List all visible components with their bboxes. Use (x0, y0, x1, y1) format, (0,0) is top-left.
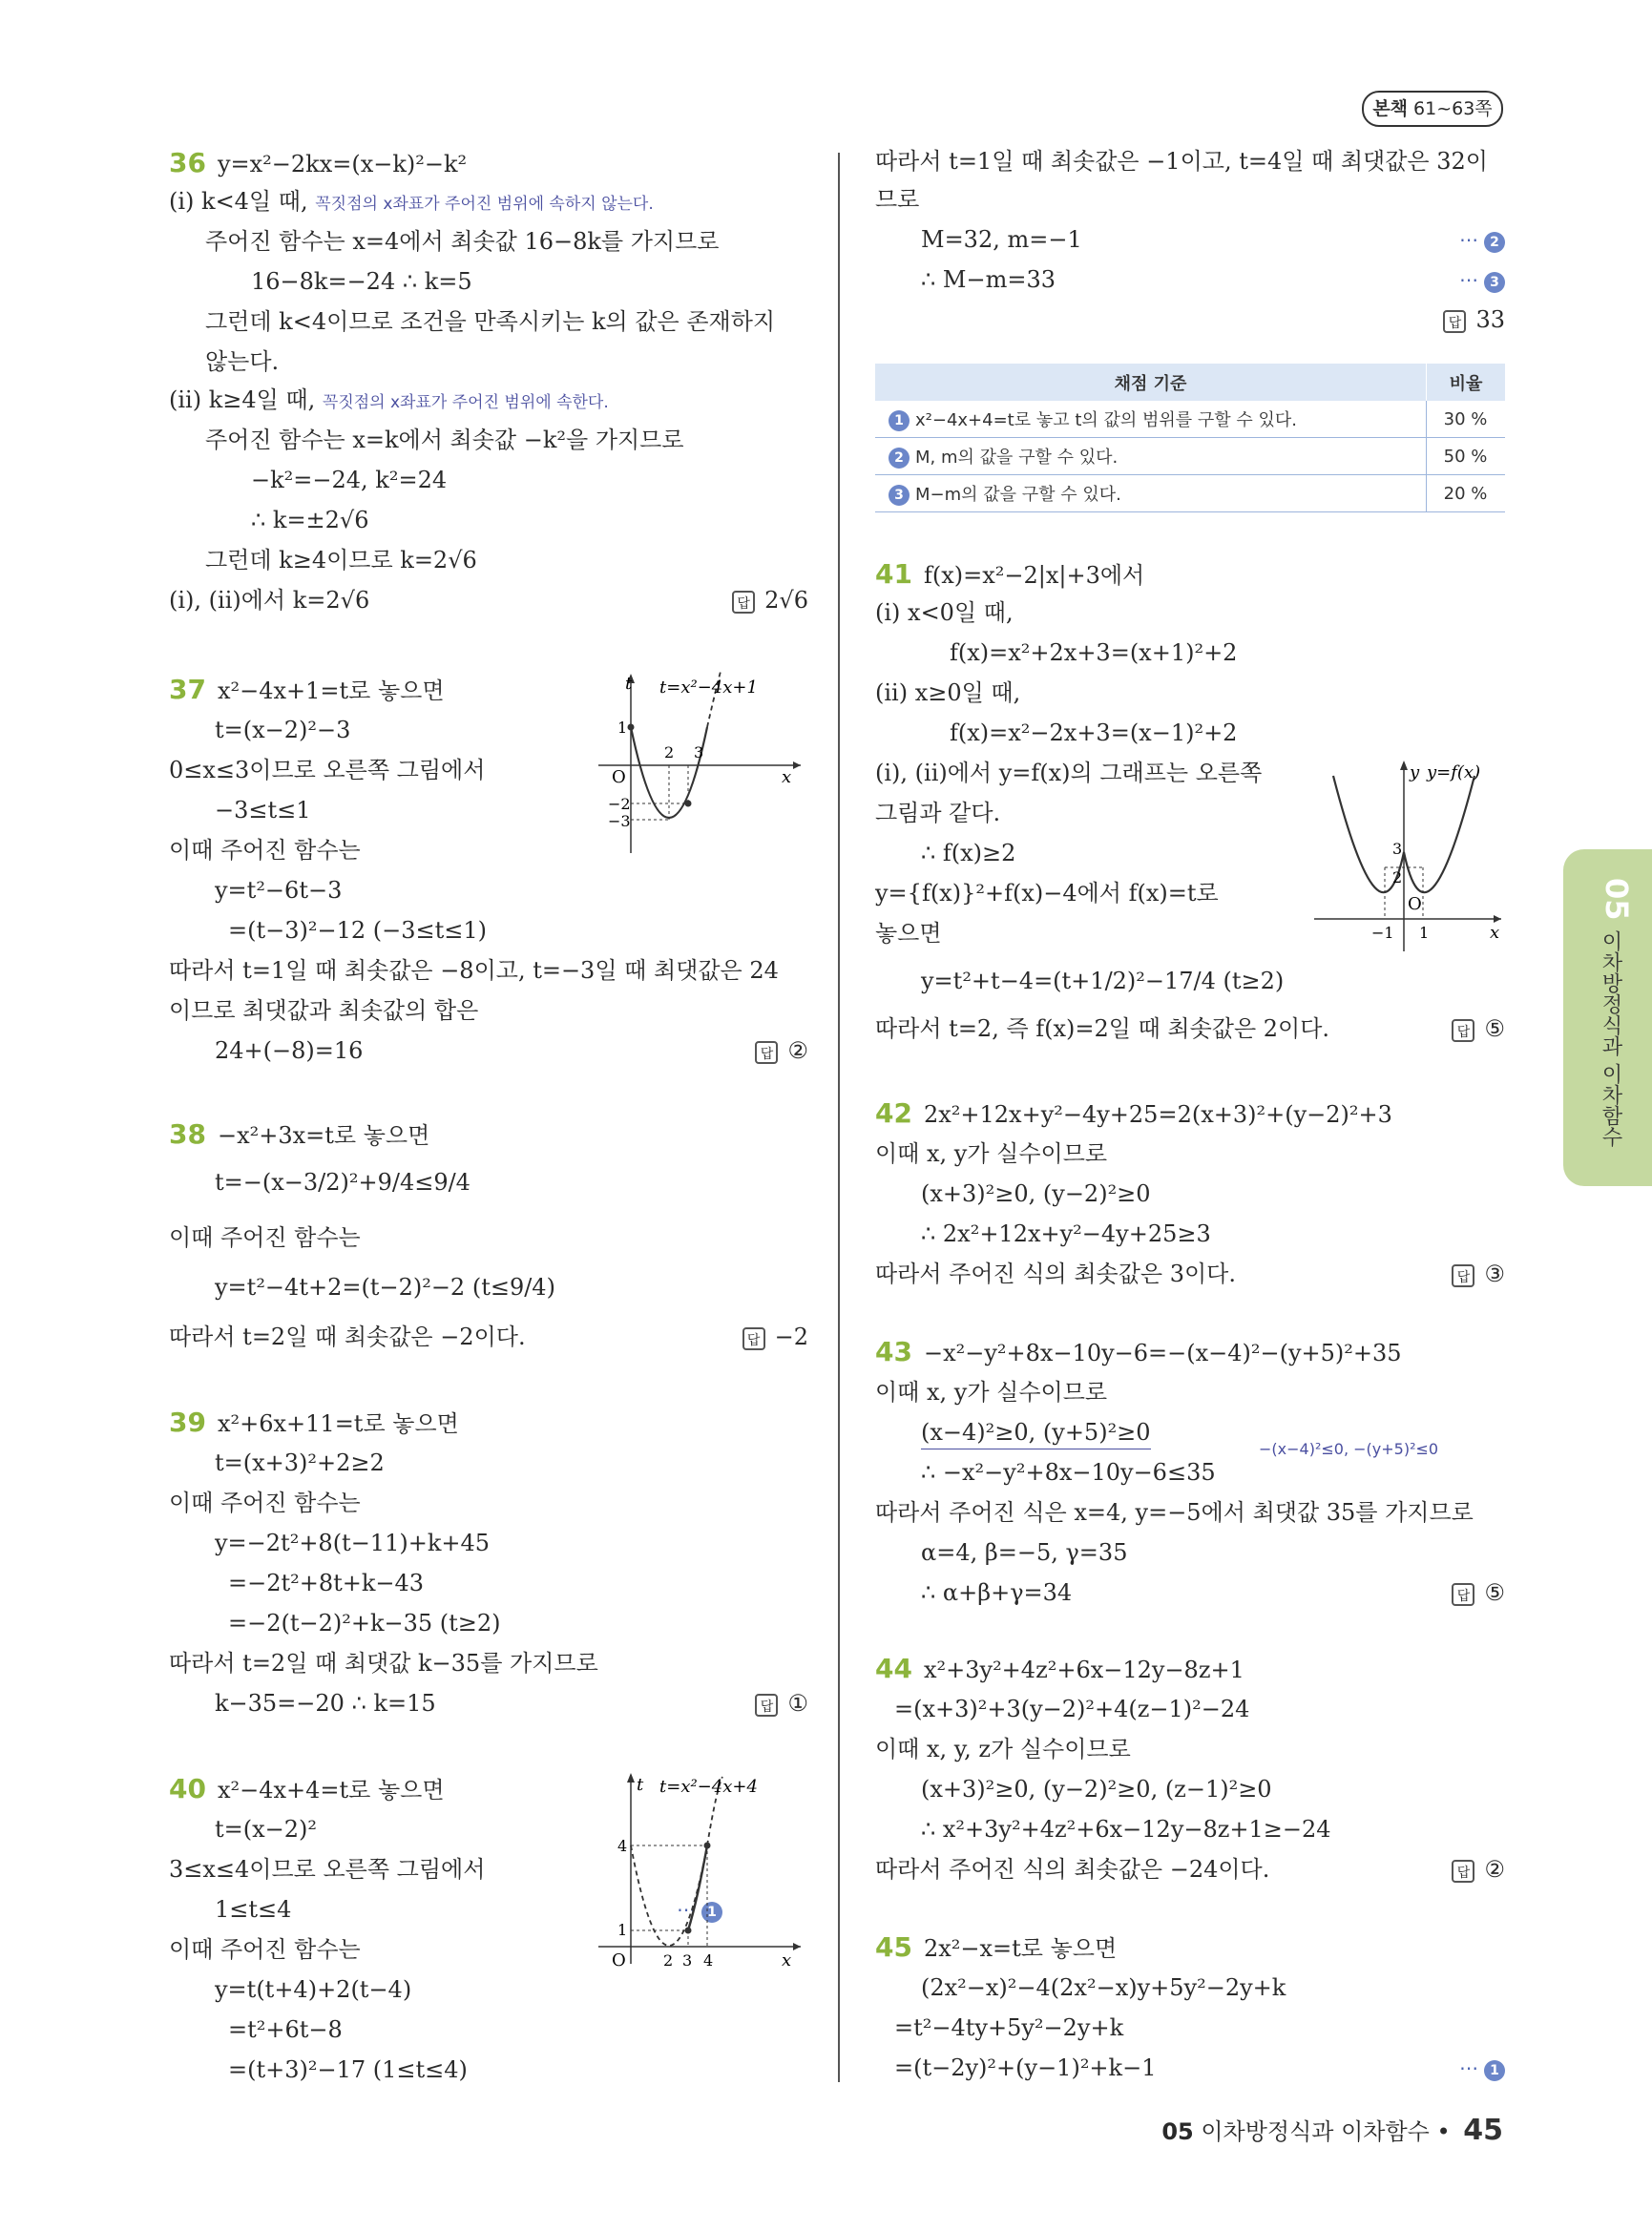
line: y=−2t²+8(t−11)+k+45 (215, 1530, 491, 1556)
line: 16−8k=−24 ∴ k=5 (251, 268, 472, 295)
axis-label-y: y (1410, 762, 1420, 782)
axis-label-x: x (1490, 923, 1500, 943)
tick-label: 1 (617, 1921, 628, 1939)
y-axis-arrow (627, 1773, 635, 1783)
line: ∴ α+β+γ=34 (921, 1579, 1073, 1606)
annotation: 꼭짓점의 x좌표가 주어진 범위에 속하지 않는다. (315, 195, 654, 214)
line: =(t−3)²−12 (−3≤t≤1) (228, 917, 487, 944)
line: y=t²−6t−3 (215, 877, 343, 904)
line: 3≤x≤4이므로 오른쪽 그림에서 (169, 1856, 486, 1883)
line: 이때 x, y가 실수이므로 (875, 1140, 1108, 1167)
line: 2x²+12x+y²−4y+25=2(x+3)²+(y−2)²+3 (923, 1101, 1392, 1128)
answer-icon: 답 (1452, 1583, 1474, 1606)
line: y={f(x)}²+f(x)−4에서 f(x)=t로 (875, 880, 1219, 907)
line: (i) k<4일 때, (169, 188, 308, 215)
answer: 답 −2 (742, 1321, 808, 1353)
curve-label: t=x²−4x+4 (659, 1777, 758, 1797)
scoring-table (875, 364, 1505, 512)
graph-37 (589, 672, 808, 863)
line: y=x²−2kx=(x−k)²−k² (217, 151, 468, 177)
line: =t²−4ty+5y²−2y+k (894, 2014, 1124, 2041)
line: 따라서 t=2일 때 최솟값은 −2이다. (169, 1324, 526, 1350)
line: f(x)=x²+2x+3=(x+1)²+2 (950, 639, 1238, 666)
answer: 답 ② (1452, 1853, 1505, 1886)
line: (x+3)²≥0, (y−2)²≥0, (z−1)²≥0 (921, 1776, 1272, 1803)
line: 이므로 최댓값과 최솟값의 합은 (169, 997, 479, 1024)
tick-label: 4 (703, 1951, 714, 1970)
line: =(t−2y)²+(y−1)²+k−1 (894, 2054, 1157, 2081)
line: 놓으면 (875, 920, 942, 947)
line: y=t²−4t+2=(t−2)²−2 (t≤9/4) (215, 1274, 555, 1301)
problem-number: 42 (875, 1097, 912, 1129)
tick-label: −3 (608, 812, 631, 830)
step-marker: ⋯ 3 (1459, 263, 1505, 296)
line: t=(x−2)² (215, 1816, 318, 1843)
graph-40 (589, 1769, 808, 1970)
curve-label: t=x²−4x+1 (659, 678, 758, 698)
tick-label: 1 (617, 719, 628, 737)
problem-number: 37 (169, 674, 206, 705)
line: 따라서 주어진 식은 x=4, y=−5에서 최댓값 35를 가지므로 (875, 1499, 1474, 1526)
table-row: 1 x²−4x+4=t로 놓고 t의 값의 범위를 구할 수 있다. 30 % (875, 401, 1505, 438)
line: t=(x−2)²−3 (215, 717, 351, 743)
line: k−35=−20 ∴ k=15 (215, 1690, 436, 1717)
x-axis-arrow (1494, 915, 1501, 923)
line: 따라서 t=1일 때 최솟값은 −1이고, t=4일 때 최댓값은 32이 (875, 148, 1488, 175)
line: t=−(x−3/2)²+9/4≤9/4 (215, 1169, 471, 1196)
line: ∴ 2x²+12x+y²−4y+25≥3 (921, 1220, 1211, 1247)
line: 주어진 함수는 x=4에서 최솟값 16−8k를 가지므로 (205, 228, 720, 255)
line: M=32, m=−1 (921, 226, 1082, 253)
answer-icon: 답 (1452, 1019, 1474, 1042)
axis-label-t: t (625, 674, 633, 694)
chapter-tab-number: 05 (1599, 878, 1635, 921)
tick-label: −1 (1371, 924, 1394, 942)
line: x²+6x+11=t로 놓으면 (217, 1410, 459, 1437)
header-criteria: 채점 기준 (875, 364, 1427, 401)
curve-label: y=f(x) (1427, 762, 1481, 782)
problem-number: 40 (169, 1773, 206, 1804)
problem-number: 41 (875, 558, 912, 590)
line: 1≤t≤4 (215, 1896, 292, 1923)
line: 이때 주어진 함수는 (169, 1936, 361, 1963)
line: 이때 주어진 함수는 (169, 1490, 361, 1516)
line: 따라서 t=2, 즉 f(x)=2일 때 최솟값은 2이다. (875, 1015, 1330, 1042)
answer: 답 2√6 (732, 584, 808, 616)
line: 2x²−x=t로 놓으면 (923, 1935, 1118, 1962)
step-marker: ⋯ 2 (1459, 223, 1505, 256)
line: x²+3y²+4z²+6x−12y−8z+1 (923, 1657, 1244, 1683)
tick-label: −2 (608, 795, 631, 813)
line: =(t+3)²−17 (1≤t≤4) (228, 2056, 468, 2083)
tick-label: 3 (694, 743, 704, 761)
origin-label: O (612, 1950, 626, 1970)
problem-number: 45 (875, 1931, 912, 1963)
header-ratio: 비율 (1427, 364, 1506, 401)
line: ∴ k=±2√6 (251, 507, 369, 533)
axis-label-x: x (782, 767, 792, 787)
line: 이때 x, y, z가 실수이므로 (875, 1736, 1131, 1762)
line: y=t(t+4)+2(t−4) (215, 1976, 412, 2003)
tick-label: 2 (663, 1951, 674, 1970)
page-footer: 05 이차방정식과 이차함수 • 45 (1161, 2114, 1503, 2147)
step-marker: ⋯ 1 (677, 1893, 722, 1926)
x-axis-arrow (793, 1943, 801, 1950)
line: 주어진 함수는 x=k에서 최솟값 −k²을 가지므로 (205, 427, 684, 453)
line: 므로 (875, 186, 920, 213)
line: ∴ f(x)≥2 (921, 840, 1016, 866)
problem-number: 38 (169, 1118, 206, 1150)
line: 이때 주어진 함수는 (169, 837, 361, 864)
origin-label: O (1408, 894, 1422, 914)
point (685, 1928, 692, 1934)
x-axis-arrow (793, 761, 801, 769)
answer-icon: 답 (755, 1041, 778, 1064)
line: x²−4x+1=t로 놓으면 (217, 678, 445, 704)
line: (ii) k≥4일 때, (169, 386, 316, 413)
line: 그런데 k≥4이므로 k=2√6 (205, 547, 477, 573)
line: =−2t²+8t+k−43 (228, 1570, 425, 1596)
point (628, 724, 635, 731)
tick-label: 1 (1419, 924, 1430, 942)
table-row: 3 M−m의 값을 구할 수 있다. 20 % (875, 475, 1505, 512)
line: (x+3)²≥0, (y−2)²≥0 (921, 1180, 1151, 1207)
annotation: 꼭짓점의 x좌표가 주어진 범위에 속한다. (322, 393, 609, 412)
problem-number: 39 (169, 1407, 206, 1438)
line: 그림과 같다. (875, 800, 1001, 826)
axis-label-t: t (637, 1775, 644, 1795)
tick-label: 2 (664, 743, 675, 761)
line: (2x²−x)²−4(2x²−x)y+5y²−2y+k (921, 1974, 1286, 2001)
axis-label-x: x (782, 1950, 792, 1970)
line: α=4, β=−5, γ=35 (921, 1539, 1128, 1566)
line: =(x+3)²+3(y−2)²+4(z−1)²−24 (894, 1696, 1250, 1722)
step-marker: ⋯ 1 (1459, 2052, 1505, 2084)
column-divider (838, 153, 840, 2082)
y-axis-arrow (1400, 761, 1408, 770)
line: (ii) x≥0일 때, (875, 679, 1021, 706)
page-range-badge: 본책 61~63쪽 (1362, 91, 1503, 127)
tick-label: 4 (617, 1837, 628, 1855)
problem-number: 36 (169, 147, 206, 178)
point (685, 801, 692, 807)
line: ∴ −x²−y²+8x−10y−6≤35 (921, 1459, 1216, 1486)
line: =t²+6t−8 (228, 2016, 343, 2043)
line: 따라서 주어진 식의 최솟값은 −24이다. (875, 1856, 1270, 1883)
line: 이때 x, y가 실수이므로 (875, 1379, 1108, 1406)
line: −3≤t≤1 (215, 797, 311, 824)
line: −x²−y²+8x−10y−6=−(x−4)²−(y+5)²+35 (923, 1340, 1402, 1366)
line: −x²+3x=t로 놓으면 (217, 1122, 430, 1149)
line: ∴ M−m=33 (921, 266, 1056, 293)
line: (x−4)²≥0, (y+5)²≥0 (921, 1416, 1151, 1449)
graph-41 (1314, 757, 1505, 957)
line: 따라서 t=1일 때 최솟값은 −8이고, t=−3일 때 최댓값은 24 (169, 957, 779, 984)
tick-label: 2 (1392, 868, 1403, 886)
line: 않는다. (205, 348, 280, 375)
line: 이때 주어진 함수는 (169, 1224, 361, 1251)
point (704, 1843, 711, 1849)
line: ∴ x²+3y²+4z²+6x−12y−8z+1≥−24 (921, 1816, 1331, 1843)
curve-solid (688, 1845, 707, 1930)
answer: 답 ③ (1452, 1258, 1505, 1290)
problem-number: 43 (875, 1336, 912, 1367)
line: 0≤x≤3이므로 오른쪽 그림에서 (169, 757, 486, 783)
tick-label: 3 (682, 1951, 693, 1970)
line: 따라서 주어진 식의 최솟값은 3이다. (875, 1261, 1236, 1287)
answer-icon: 답 (1452, 1264, 1474, 1287)
answer-icon: 답 (732, 591, 755, 614)
line: f(x)=x²−2x+3=(x−1)²+2 (950, 719, 1238, 746)
line: 그런데 k<4이므로 조건을 만족시키는 k의 값은 존재하지 (205, 308, 776, 335)
answer: 답 ② (755, 1034, 808, 1067)
answer-icon: 답 (755, 1694, 778, 1717)
page-number: 45 (1463, 2114, 1503, 2147)
table-row: 2 M, m의 값을 구할 수 있다. 50 % (875, 438, 1505, 475)
answer: 답 ⑤ (1452, 1576, 1505, 1609)
line: x²−4x+4=t로 놓으면 (217, 1777, 445, 1804)
answer-icon: 답 (1452, 1860, 1474, 1883)
origin-label: O (612, 767, 626, 787)
line: 24+(−8)=16 (215, 1037, 364, 1064)
line: (i), (ii)에서 k=2√6 (169, 587, 370, 614)
line: f(x)=x²−2|x|+3에서 (923, 562, 1145, 589)
answer-icon: 답 (742, 1327, 765, 1350)
line: y=t²+t−4=(t+1/2)²−17/4 (t≥2) (921, 968, 1285, 994)
line: t=(x+3)²+2≥2 (215, 1449, 385, 1476)
answer: 답 ⑤ (1452, 1012, 1505, 1045)
line: 따라서 t=2일 때 최댓값 k−35를 가지므로 (169, 1650, 598, 1677)
tick-label: 3 (1392, 840, 1403, 858)
line: (i) x<0일 때, (875, 599, 1014, 626)
line: =−2(t−2)²+k−35 (t≥2) (228, 1610, 501, 1637)
answer-icon: 답 (1443, 310, 1466, 333)
line: −k²=−24, k²=24 (251, 467, 448, 493)
chapter-tab-title: 이차방정식과 이차함수 (1599, 930, 1622, 1147)
problem-number: 44 (875, 1653, 912, 1684)
annotation: −(x−4)²≤0, −(y+5)²≤0 (1259, 1440, 1439, 1458)
line: (i), (ii)에서 y=f(x)의 그래프는 오른쪽 (875, 760, 1263, 786)
answer: 답 ① (755, 1687, 808, 1720)
answer: 답 33 (1443, 303, 1505, 336)
